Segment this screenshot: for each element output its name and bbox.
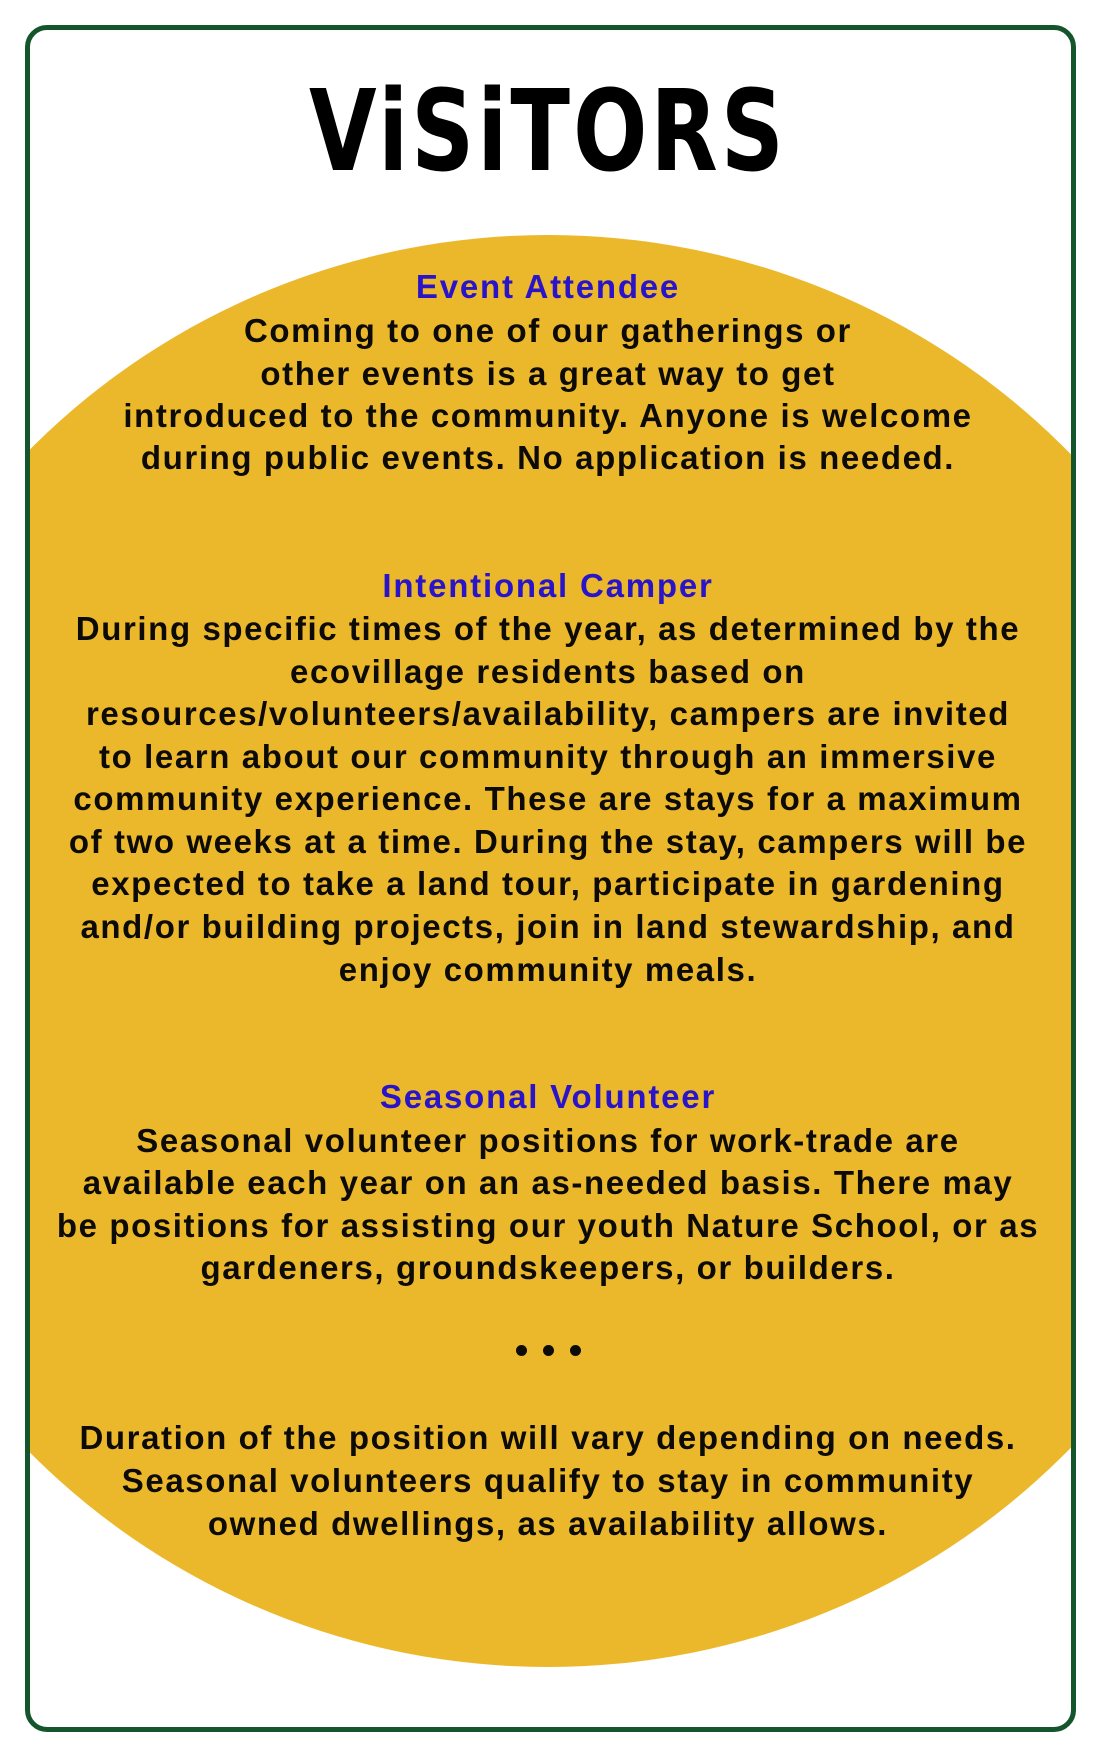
section-text-line: During specific times of the year, as determined by the (75, 610, 1021, 647)
section-heading-intentional-camper: Intentional Camper (382, 567, 714, 604)
footer-text-line: Duration of the position will vary depending on needs. (79, 1419, 1017, 1456)
dot-icon (516, 1345, 527, 1356)
section-text-line: Seasonal volunteer positions for work-trade are (136, 1122, 960, 1159)
section-text-line: ecovillage residents based on (290, 653, 806, 690)
section-text-line: and/or building projects, join in land stewardship, and (80, 908, 1016, 945)
section-heading-seasonal-volunteer: Seasonal Volunteer (379, 1078, 717, 1115)
section-text-line: of two weeks at a time. During the stay, campers will be (68, 823, 1028, 860)
section-text-line: introduced to the community. Anyone is welcome (123, 397, 973, 434)
page-title: ViSiTORS (309, 67, 787, 197)
section-heading-event-attendee: Event Attendee (415, 268, 681, 305)
footer-text-line: owned dwellings, as availability allows. (207, 1505, 889, 1542)
ellipsis-separator (0, 1345, 1096, 1356)
section-text-line: during public events. No application is needed. (140, 439, 956, 476)
section-text-line: other events is a great way to get (260, 355, 836, 392)
section-text-line: resources/volunteers/availability, campers are invited (85, 695, 1011, 732)
section-text-line: to learn about our community through an immersive (98, 738, 997, 775)
section-text-line: community experience. These are stays for a maximum (73, 780, 1023, 817)
section-text-line: available each year on an as-needed basis. There may (82, 1164, 1014, 1201)
section-text-line: gardeners, groundskeepers, or builders. (200, 1249, 896, 1286)
section-text-line: enjoy community meals. (338, 951, 758, 988)
footer-text-line: Seasonal volunteers qualify to stay in community (121, 1462, 975, 1499)
section-text-line: be positions for assisting our youth Nature School, or as (56, 1207, 1040, 1244)
section-text-line: expected to take a land tour, participate in gardening (91, 865, 1005, 902)
section-text-line: Coming to one of our gatherings or (243, 312, 853, 349)
dot-icon (570, 1345, 581, 1356)
dot-icon (543, 1345, 554, 1356)
